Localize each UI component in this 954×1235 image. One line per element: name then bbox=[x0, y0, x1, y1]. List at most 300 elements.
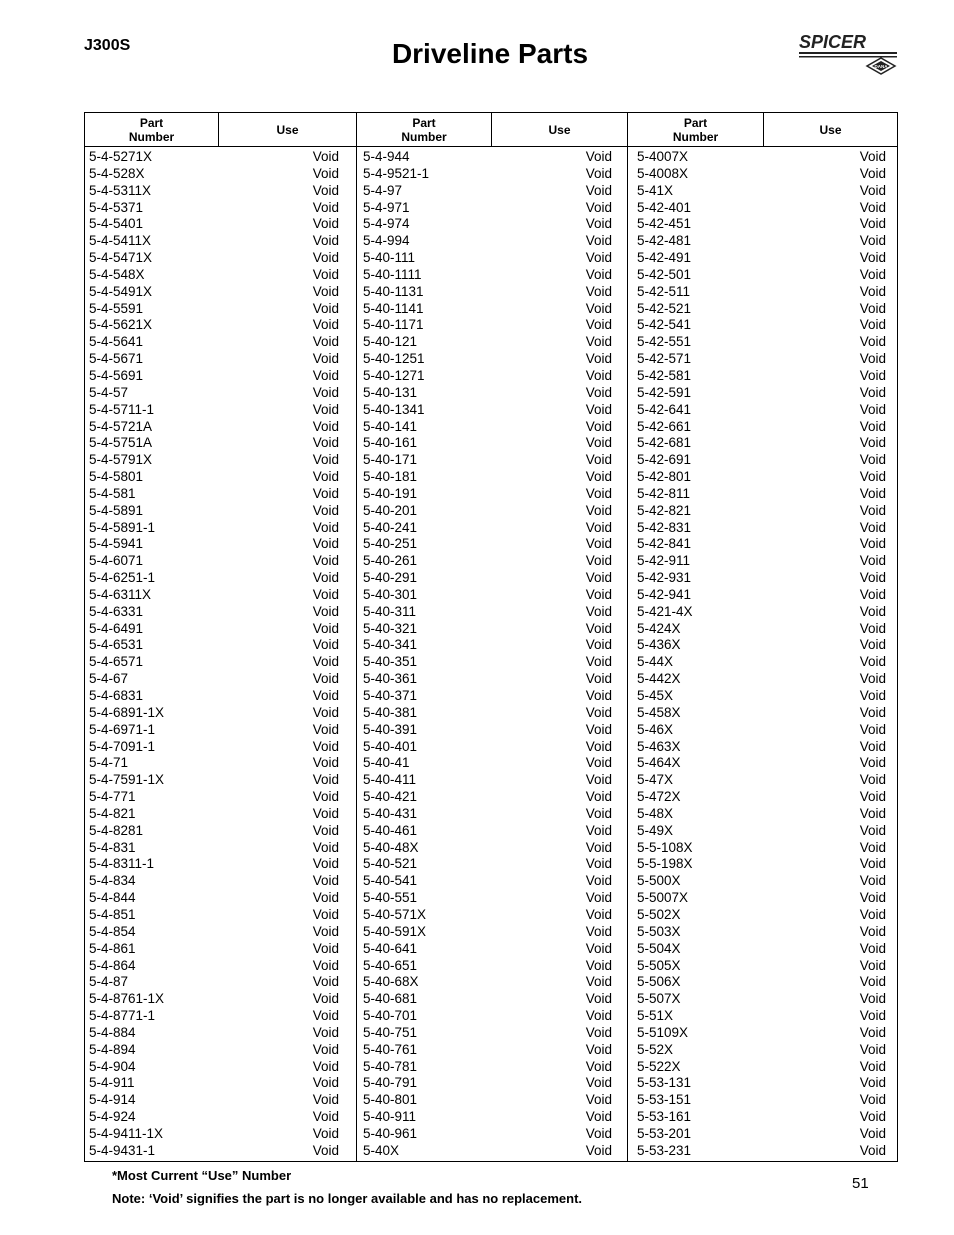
table-row bbox=[637, 907, 886, 924]
use-value: Void bbox=[585, 789, 612, 805]
footnote-use: *Most Current “Use” Number bbox=[112, 1168, 292, 1183]
use-value: Void bbox=[585, 586, 612, 602]
table-row bbox=[363, 166, 612, 183]
table-row bbox=[89, 873, 339, 890]
spicer-logo bbox=[797, 30, 901, 76]
part-number: 5-4-904 bbox=[89, 1058, 136, 1074]
use-value: Void bbox=[312, 334, 339, 350]
table-row bbox=[89, 301, 339, 318]
part-number: 5-40-551 bbox=[363, 890, 418, 906]
part-number: 5-40-121 bbox=[363, 334, 418, 350]
use-value: Void bbox=[312, 772, 339, 788]
use-value: Void bbox=[312, 266, 339, 282]
use-value: Void bbox=[859, 469, 886, 485]
table-row bbox=[363, 1042, 612, 1059]
logo-text: SPICER bbox=[799, 32, 867, 52]
part-number: 5-42-491 bbox=[637, 250, 692, 266]
use-value: Void bbox=[859, 384, 886, 400]
part-number: 5-424X bbox=[637, 620, 681, 636]
use-value: Void bbox=[859, 772, 886, 788]
part-number: 5-42-451 bbox=[637, 216, 692, 232]
use-value: Void bbox=[585, 839, 612, 855]
use-value: Void bbox=[312, 317, 339, 333]
use-value: Void bbox=[312, 873, 339, 889]
table-row bbox=[89, 1143, 339, 1160]
part-number: 5-52X bbox=[637, 1041, 674, 1057]
part-number: 5-5109X bbox=[637, 1024, 689, 1040]
table-row bbox=[363, 1075, 612, 1092]
table-row bbox=[363, 200, 612, 217]
part-number: 5-46X bbox=[637, 721, 674, 737]
part-number: 5-53-231 bbox=[637, 1142, 692, 1158]
table-row bbox=[637, 991, 886, 1008]
part-number: 5-48X bbox=[637, 805, 674, 821]
table-row bbox=[89, 1126, 339, 1143]
table-row bbox=[363, 183, 612, 200]
table-row bbox=[89, 183, 339, 200]
table-row bbox=[363, 284, 612, 301]
part-number: 5-40-181 bbox=[363, 469, 418, 485]
table-row bbox=[363, 149, 612, 166]
use-value: Void bbox=[859, 182, 886, 198]
use-value: Void bbox=[312, 401, 339, 417]
use-value: Void bbox=[585, 553, 612, 569]
table-row bbox=[363, 250, 612, 267]
table-row bbox=[637, 755, 886, 772]
part-number: 5-4-5791X bbox=[89, 452, 153, 468]
part-number: 5-40-421 bbox=[363, 789, 418, 805]
part-number: 5-40-311 bbox=[363, 603, 417, 619]
table-row bbox=[89, 216, 339, 233]
table-row bbox=[363, 890, 612, 907]
table-row bbox=[363, 1143, 612, 1160]
part-number: 5-458X bbox=[637, 704, 681, 720]
part-number: 5-40-411 bbox=[363, 772, 417, 788]
use-value: Void bbox=[859, 940, 886, 956]
use-value: Void bbox=[585, 940, 612, 956]
table-row bbox=[363, 806, 612, 823]
part-number: 5-42-571 bbox=[637, 351, 692, 367]
use-value: Void bbox=[585, 755, 612, 771]
use-value: Void bbox=[859, 351, 886, 367]
use-value: Void bbox=[312, 890, 339, 906]
part-number: 5-42-941 bbox=[637, 586, 692, 602]
table-row bbox=[363, 536, 612, 553]
part-number: 5-40-1171 bbox=[363, 317, 424, 333]
use-value: Void bbox=[312, 957, 339, 973]
part-number: 5-42-641 bbox=[637, 401, 692, 417]
part-number: 5-40-171 bbox=[363, 452, 418, 468]
part-number: 5-40-781 bbox=[363, 1058, 418, 1074]
part-number: 5-40-191 bbox=[363, 485, 418, 501]
part-number: 5-4-834 bbox=[89, 873, 136, 889]
table-row bbox=[89, 974, 339, 991]
part-number: 5-42-551 bbox=[637, 334, 692, 350]
part-number: 5-4007X bbox=[637, 149, 689, 164]
part-number: 5-4-894 bbox=[89, 1041, 136, 1057]
use-value: Void bbox=[585, 1058, 612, 1074]
use-value: Void bbox=[312, 654, 339, 670]
table-row bbox=[637, 873, 886, 890]
table-row bbox=[637, 452, 886, 469]
use-value: Void bbox=[312, 418, 339, 434]
table-row bbox=[637, 789, 886, 806]
table-row bbox=[89, 317, 339, 334]
table-row bbox=[89, 806, 339, 823]
part-number: 5-40-261 bbox=[363, 553, 418, 569]
use-value: Void bbox=[312, 991, 339, 1007]
use-value: Void bbox=[312, 570, 339, 586]
part-number: 5-42-511 bbox=[637, 283, 691, 299]
catalog-code: J300S bbox=[84, 37, 131, 54]
use-value: Void bbox=[859, 1024, 886, 1040]
table-row bbox=[637, 1126, 886, 1143]
part-number: 5-42-811 bbox=[637, 485, 691, 501]
table-row bbox=[89, 856, 339, 873]
use-value: Void bbox=[312, 940, 339, 956]
table-row bbox=[363, 739, 612, 756]
use-value: Void bbox=[585, 233, 612, 249]
use-value: Void bbox=[585, 418, 612, 434]
use-value: Void bbox=[859, 367, 886, 383]
table-row bbox=[637, 722, 886, 739]
table-row bbox=[89, 637, 339, 654]
use-value: Void bbox=[585, 603, 612, 619]
use-value: Void bbox=[312, 805, 339, 821]
part-number: 5-4008X bbox=[637, 165, 689, 181]
use-value: Void bbox=[312, 1075, 339, 1091]
page-number: 51 bbox=[852, 1175, 869, 1192]
use-value: Void bbox=[585, 452, 612, 468]
table-row bbox=[89, 233, 339, 250]
part-number: 5-4-5271X bbox=[89, 149, 153, 164]
use-value: Void bbox=[585, 873, 612, 889]
table-row bbox=[637, 1143, 886, 1160]
table-row bbox=[637, 469, 886, 486]
table-row bbox=[637, 419, 886, 436]
table-row bbox=[363, 435, 612, 452]
part-number: 5-5-198X bbox=[637, 856, 693, 872]
parts-column-1 bbox=[89, 149, 339, 1160]
use-value: Void bbox=[312, 1041, 339, 1057]
use-value: Void bbox=[585, 805, 612, 821]
part-number: 5-4-5621X bbox=[89, 317, 153, 333]
use-value: Void bbox=[859, 1142, 886, 1158]
use-value: Void bbox=[585, 536, 612, 552]
table-row bbox=[637, 1025, 886, 1042]
use-value: Void bbox=[585, 1109, 612, 1125]
table-row bbox=[363, 1126, 612, 1143]
use-value: Void bbox=[312, 233, 339, 249]
use-value: Void bbox=[859, 721, 886, 737]
part-number: 5-40-201 bbox=[363, 502, 418, 518]
group-divider-1 bbox=[356, 113, 357, 1161]
use-value: Void bbox=[585, 502, 612, 518]
table-row bbox=[363, 469, 612, 486]
table-row bbox=[637, 823, 886, 840]
use-value: Void bbox=[312, 536, 339, 552]
part-number: 5-421-4X bbox=[637, 603, 693, 619]
part-number: 5-4-994 bbox=[363, 233, 410, 249]
use-value: Void bbox=[859, 199, 886, 215]
table-row bbox=[363, 452, 612, 469]
table-row bbox=[363, 604, 612, 621]
use-value: Void bbox=[859, 704, 886, 720]
use-value: Void bbox=[312, 435, 339, 451]
table-row bbox=[363, 924, 612, 941]
table-row bbox=[363, 621, 612, 638]
part-number: 5-472X bbox=[637, 789, 681, 805]
table-row bbox=[637, 1092, 886, 1109]
part-number: 5-4-5691 bbox=[89, 367, 144, 383]
table-row bbox=[363, 520, 612, 537]
part-number: 5-41X bbox=[637, 182, 674, 198]
use-value: Void bbox=[312, 452, 339, 468]
table-row bbox=[637, 705, 886, 722]
use-value: Void bbox=[859, 165, 886, 181]
use-value: Void bbox=[859, 688, 886, 703]
table-row bbox=[637, 183, 886, 200]
part-number: 5-42-911 bbox=[637, 553, 691, 569]
table-row bbox=[637, 958, 886, 975]
use-value: Void bbox=[859, 283, 886, 299]
table-row bbox=[637, 570, 886, 587]
use-value: Void bbox=[312, 1092, 339, 1108]
use-value: Void bbox=[859, 216, 886, 232]
table-row bbox=[637, 250, 886, 267]
part-number: 5-4-8771-1 bbox=[89, 1008, 156, 1024]
group-divider-2 bbox=[627, 113, 628, 1161]
part-number: 5-40-431 bbox=[363, 805, 418, 821]
table-row bbox=[637, 654, 886, 671]
part-number: 5-4-914 bbox=[89, 1092, 136, 1108]
table-row bbox=[637, 890, 886, 907]
part-number: 5-500X bbox=[637, 873, 681, 889]
table-row bbox=[637, 486, 886, 503]
table-row bbox=[89, 789, 339, 806]
table-row bbox=[89, 1109, 339, 1126]
part-number: 5-4-911 bbox=[89, 1075, 135, 1091]
use-value: Void bbox=[859, 266, 886, 282]
table-row bbox=[89, 823, 339, 840]
use-value: Void bbox=[859, 485, 886, 501]
table-row bbox=[637, 233, 886, 250]
table-row bbox=[363, 873, 612, 890]
part-number: 5-4-864 bbox=[89, 957, 136, 973]
part-number: 5-4-9411-1X bbox=[89, 1125, 164, 1141]
table-row bbox=[89, 705, 339, 722]
table-row bbox=[637, 334, 886, 351]
use-value: Void bbox=[859, 890, 886, 906]
table-row bbox=[637, 856, 886, 873]
use-value: Void bbox=[585, 570, 612, 586]
part-number: 5-4-5891-1 bbox=[89, 519, 156, 535]
table-row bbox=[637, 1042, 886, 1059]
use-value: Void bbox=[585, 199, 612, 215]
use-value: Void bbox=[585, 890, 612, 906]
table-row bbox=[637, 974, 886, 991]
table-row bbox=[89, 486, 339, 503]
table-row bbox=[637, 200, 886, 217]
part-number: 5-4-87 bbox=[89, 974, 129, 990]
part-number: 5-40-761 bbox=[363, 1041, 418, 1057]
table-row bbox=[89, 385, 339, 402]
part-number: 5-4-8761-1X bbox=[89, 991, 165, 1007]
part-number: 5-4-5751A bbox=[89, 435, 153, 451]
table-row bbox=[363, 419, 612, 436]
part-number: 5-4-5411X bbox=[89, 233, 152, 249]
part-number: 5-4-548X bbox=[89, 266, 145, 282]
part-number: 5-40-521 bbox=[363, 856, 418, 872]
part-number: 5-4-67 bbox=[89, 671, 129, 687]
table-row bbox=[89, 536, 339, 553]
part-number: 5-4-5721A bbox=[89, 418, 153, 434]
part-number: 5-4-8311-1 bbox=[89, 856, 155, 872]
part-number: 5-40-241 bbox=[363, 519, 418, 535]
part-number: 5-4-924 bbox=[89, 1109, 136, 1125]
part-number: 5-4-6311X bbox=[89, 586, 152, 602]
table-row bbox=[89, 149, 339, 166]
part-number: 5-5-108X bbox=[637, 839, 693, 855]
use-value: Void bbox=[585, 435, 612, 451]
part-number: 5-4-6571 bbox=[89, 654, 144, 670]
table-row bbox=[637, 503, 886, 520]
use-value: Void bbox=[585, 216, 612, 232]
part-number: 5-4-944 bbox=[363, 149, 410, 164]
header-divider bbox=[85, 146, 897, 147]
use-value: Void bbox=[312, 283, 339, 299]
use-value: Void bbox=[859, 418, 886, 434]
use-value: Void bbox=[859, 789, 886, 805]
use-value: Void bbox=[585, 149, 612, 164]
part-number: 5-4-6251-1 bbox=[89, 570, 156, 586]
table-row bbox=[363, 907, 612, 924]
use-value: Void bbox=[859, 991, 886, 1007]
table-row bbox=[637, 604, 886, 621]
table-row bbox=[89, 604, 339, 621]
table-row bbox=[89, 520, 339, 537]
table-row bbox=[89, 267, 339, 284]
part-number: 5-45X bbox=[637, 688, 674, 703]
part-number: 5-4-5401 bbox=[89, 216, 144, 232]
use-value: Void bbox=[585, 317, 612, 333]
part-number: 5-4-9521-1 bbox=[363, 165, 430, 181]
table-row bbox=[363, 503, 612, 520]
part-number: 5-40-651 bbox=[363, 957, 418, 973]
table-row bbox=[363, 958, 612, 975]
part-number: 5-4-6071 bbox=[89, 553, 144, 569]
use-value: Void bbox=[312, 1058, 339, 1074]
use-value: Void bbox=[585, 974, 612, 990]
use-value: Void bbox=[312, 586, 339, 602]
use-value: Void bbox=[859, 1008, 886, 1024]
use-value: Void bbox=[312, 199, 339, 215]
part-number: 5-505X bbox=[637, 957, 681, 973]
part-number: 5-53-151 bbox=[637, 1092, 692, 1108]
header-part-number-2: Part Number bbox=[401, 115, 447, 144]
table-row bbox=[89, 1008, 339, 1025]
use-value: Void bbox=[859, 637, 886, 653]
part-number: 5-506X bbox=[637, 974, 681, 990]
use-value: Void bbox=[312, 250, 339, 266]
part-number: 5-4-861 bbox=[89, 940, 136, 956]
use-value: Void bbox=[859, 250, 886, 266]
table-row bbox=[637, 536, 886, 553]
table-row bbox=[89, 419, 339, 436]
header-use-1: Use bbox=[276, 122, 299, 137]
use-value: Void bbox=[859, 233, 886, 249]
use-value: Void bbox=[585, 266, 612, 282]
table-row bbox=[363, 705, 612, 722]
part-number: 5-40-401 bbox=[363, 738, 418, 754]
use-value: Void bbox=[859, 620, 886, 636]
table-row bbox=[637, 924, 886, 941]
part-number: 5-42-661 bbox=[637, 418, 692, 434]
use-value: Void bbox=[312, 367, 339, 383]
use-value: Void bbox=[312, 974, 339, 990]
table-row bbox=[363, 334, 612, 351]
table-row bbox=[363, 789, 612, 806]
part-number: 5-51X bbox=[637, 1008, 674, 1024]
use-value: Void bbox=[312, 519, 339, 535]
use-value: Void bbox=[859, 1058, 886, 1074]
table-row bbox=[637, 941, 886, 958]
table-row bbox=[363, 1008, 612, 1025]
part-number: 5-4-6891-1X bbox=[89, 704, 165, 720]
table-row bbox=[89, 755, 339, 772]
part-number: 5-503X bbox=[637, 923, 681, 939]
use-value: Void bbox=[859, 553, 886, 569]
part-number: 5-4-5671 bbox=[89, 351, 144, 367]
use-value: Void bbox=[312, 502, 339, 518]
table-row bbox=[637, 301, 886, 318]
part-number: 5-40-391 bbox=[363, 721, 418, 737]
part-number: 5-42-481 bbox=[637, 233, 692, 249]
part-number: 5-4-5941 bbox=[89, 536, 144, 552]
use-value: Void bbox=[585, 957, 612, 973]
part-number: 5-40-251 bbox=[363, 536, 418, 552]
use-value: Void bbox=[312, 906, 339, 922]
part-number: 5-40-141 bbox=[363, 418, 418, 434]
part-number: 5-42-591 bbox=[637, 384, 692, 400]
table-row bbox=[637, 435, 886, 452]
use-value: Void bbox=[585, 1041, 612, 1057]
table-row bbox=[637, 368, 886, 385]
use-value: Void bbox=[585, 182, 612, 198]
use-value: Void bbox=[312, 216, 339, 232]
use-value: Void bbox=[585, 165, 612, 181]
use-value: Void bbox=[585, 738, 612, 754]
use-value: Void bbox=[859, 805, 886, 821]
part-number: 5-40-751 bbox=[363, 1024, 418, 1040]
table-row bbox=[637, 149, 886, 166]
part-number: 5-5007X bbox=[637, 890, 689, 906]
header-use-3: Use bbox=[819, 122, 842, 137]
table-row bbox=[89, 284, 339, 301]
use-value: Void bbox=[585, 991, 612, 1007]
header-use-2: Use bbox=[548, 122, 571, 137]
part-number: 5-4-771 bbox=[89, 789, 136, 805]
part-number: 5-40-1251 bbox=[363, 351, 425, 367]
part-number: 5-4-831 bbox=[89, 839, 136, 855]
table-row bbox=[89, 1059, 339, 1076]
use-value: Void bbox=[312, 469, 339, 485]
table-row bbox=[637, 553, 886, 570]
part-number: 5-4-6491 bbox=[89, 620, 144, 636]
part-number: 5-436X bbox=[637, 637, 681, 653]
use-value: Void bbox=[312, 789, 339, 805]
use-value: Void bbox=[585, 351, 612, 367]
